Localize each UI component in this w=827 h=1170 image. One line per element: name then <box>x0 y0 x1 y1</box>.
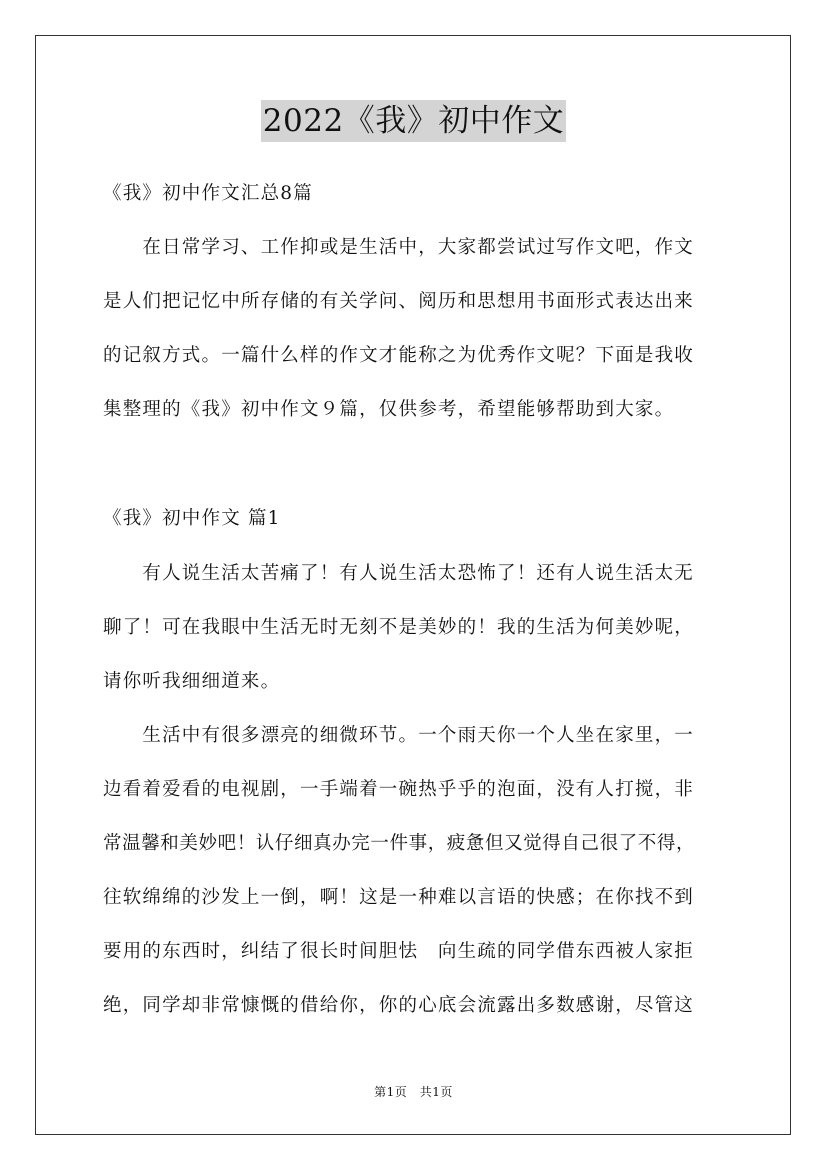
intro-line-1: 在日常学习、工作抑或是生活中，大家都尝试过写作文吧，作文 <box>103 237 695 258</box>
title-container <box>0 100 827 142</box>
paragraph2-line-5: 要用的东西时，纠结了很长时间胆怯 向生疏的同学借东西被人家拒 <box>103 941 695 962</box>
paragraph2-line-2: 边看着爱看的电视剧，一手端着一碗热乎乎的泡面，没有人打搅，非 <box>103 779 695 800</box>
intro-line-4: 集整理的《我》初中作文９篇，仅供参考，希望能够帮助到大家。 <box>103 399 675 420</box>
intro-line-2: 是人们把记忆中所存储的有关学问、阅历和思想用书面形式表达出来 <box>103 291 695 312</box>
document-title: 2022《我》初中作文 <box>261 100 566 142</box>
paragraph2-line-3: 常温馨和美妙吧！认仔细真办完一件事，疲惫但又觉得自己很了不得， <box>103 833 696 854</box>
paragraph2-line-4: 往软绵绵的沙发上一倒，啊！这是一种难以言语的快感；在你找不到 <box>103 887 695 908</box>
paragraph1-line-1: 有人说生活太苦痛了！有人说生活太恐怖了！还有人说生活太无 <box>103 563 695 584</box>
paragraph2-line-1: 生活中有很多漂亮的细微环节。一个雨天你一个人坐在家里，一 <box>103 725 695 746</box>
paragraph1-line-2: 聊了！可在我眼中生活无时无刻不是美妙的！我的生活为何美妙呢， <box>103 617 695 638</box>
page-footer: 第1页 共1页 <box>374 1085 453 1099</box>
paragraph1-line-3: 请你听我细细道来。 <box>103 671 281 692</box>
paragraph2-line-6: 绝，同学却非常慷慨的借给你，你的心底会流露出多数感谢，尽管这 <box>103 995 695 1016</box>
document-subtitle: 《我》初中作文汇总8篇 <box>103 183 313 204</box>
section-heading: 《我》初中作文 篇1 <box>103 508 281 529</box>
intro-line-3: 的记叙方式。一篇什么样的作文才能称之为优秀作文呢？下面是我收 <box>103 345 695 366</box>
